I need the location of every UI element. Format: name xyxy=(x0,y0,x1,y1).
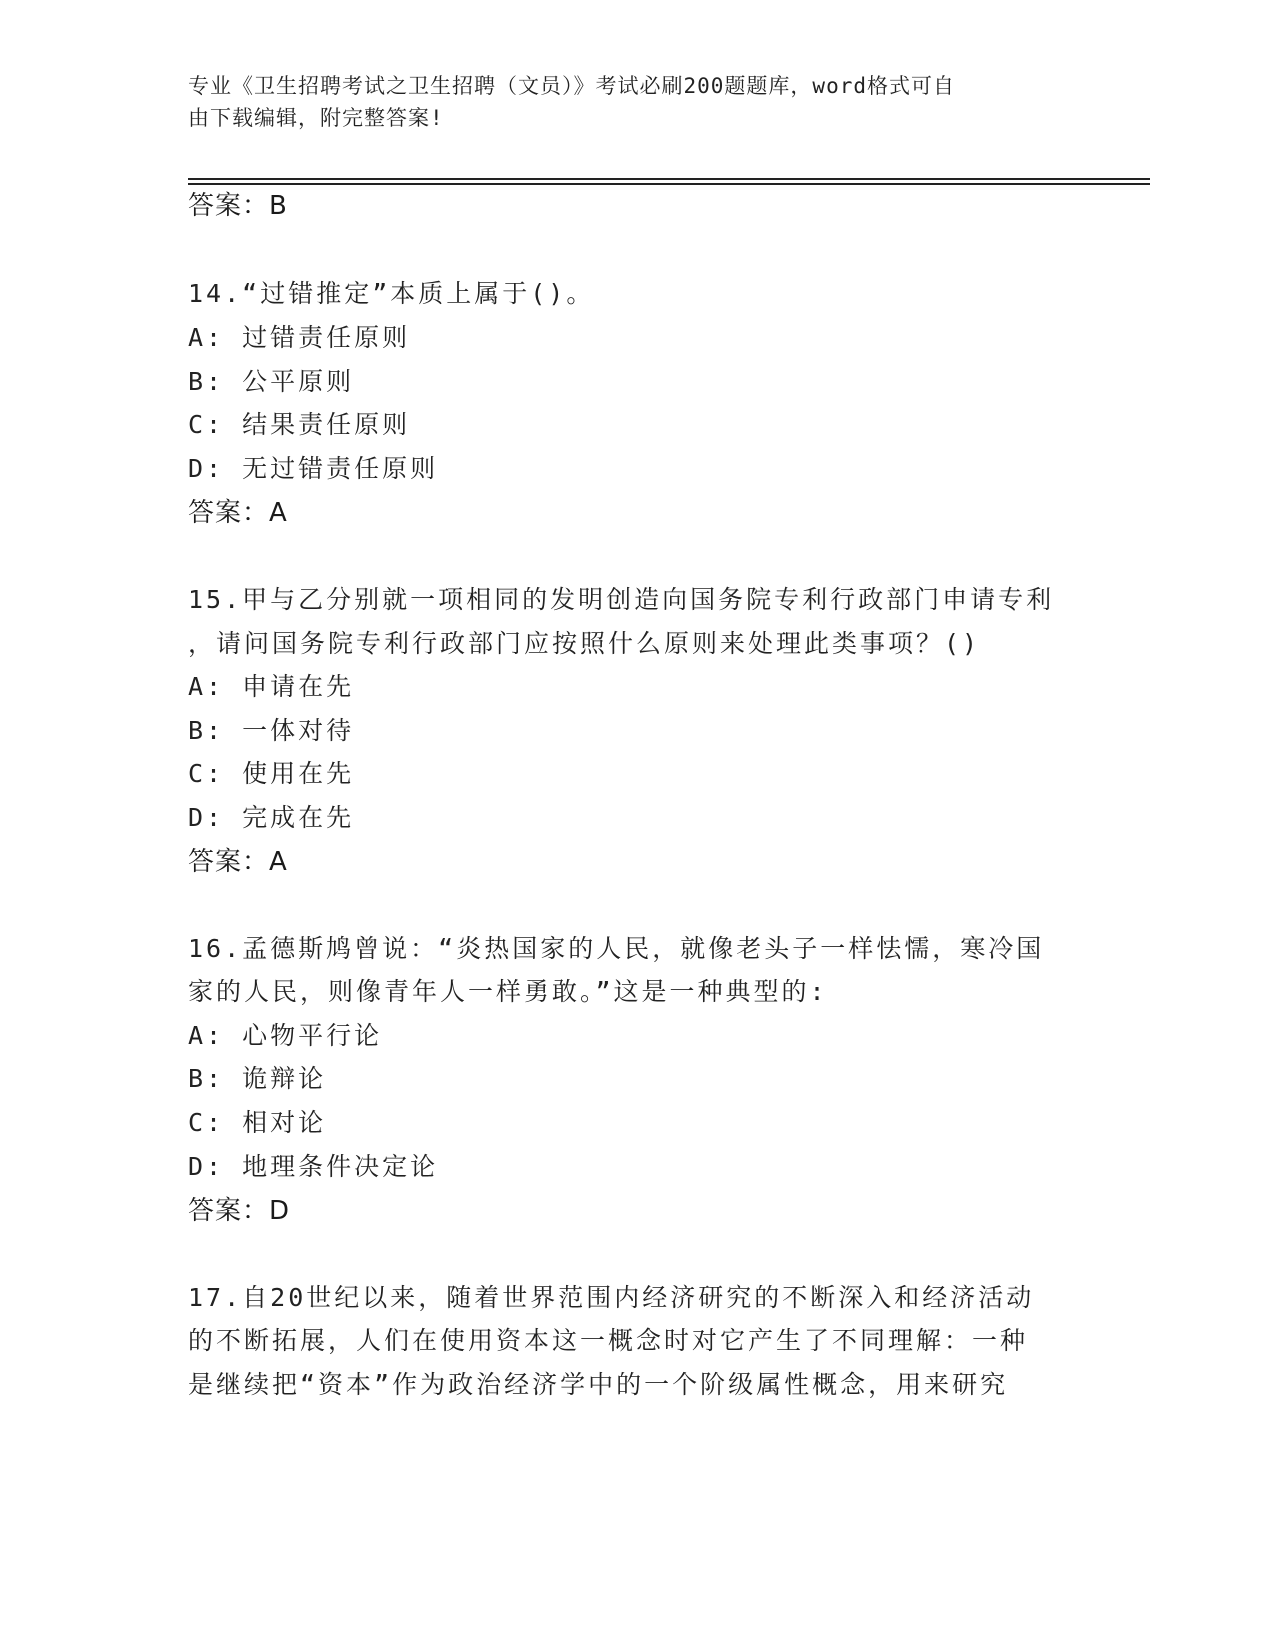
header-line-2: 由下载编辑，附完整答案! xyxy=(188,106,444,130)
question-15-option-d: D: 完成在先 xyxy=(188,803,355,832)
question-16-stem-line-1: 16.孟德斯鸠曾说：“炎热国家的人民，就像老头子一样怯懦，寒冷国 xyxy=(188,934,1045,963)
question-14-option-a: A: 过错责任原则 xyxy=(188,323,411,352)
answer-16: 答案：D xyxy=(188,1196,291,1226)
question-16-option-c: C: 相对论 xyxy=(188,1108,327,1137)
question-15-stem-line-1: 15.甲与乙分别就一项相同的发明创造向国务院专利行政部门申请专利 xyxy=(188,585,1055,614)
question-16-stem-line-2: 家的人民，则像青年人一样勇敢。”这是一种典型的: xyxy=(188,977,828,1006)
question-14-option-b: B: 公平原则 xyxy=(188,367,355,396)
question-15-option-a: A: 申请在先 xyxy=(188,672,355,701)
question-14-option-d: D: 无过错责任原则 xyxy=(188,454,439,483)
question-16-option-a: A: 心物平行论 xyxy=(188,1021,383,1050)
question-17-stem-line-1: 17.自20世纪以来，随着世界范围内经济研究的不断深入和经济活动 xyxy=(188,1283,1035,1312)
question-14-stem: 14.“过错推定”本质上属于()。 xyxy=(188,279,595,308)
header-divider-top xyxy=(188,178,1150,180)
question-17-stem-line-2: 的不断拓展，人们在使用资本这一概念时对它产生了不同理解：一种 xyxy=(188,1326,1029,1355)
document-header xyxy=(188,70,1068,134)
question-15-option-b: B: 一体对待 xyxy=(188,716,355,745)
answer-15: 答案：A xyxy=(188,847,288,877)
question-15-option-c: C: 使用在先 xyxy=(188,759,355,788)
header-divider-bottom xyxy=(188,183,1150,185)
question-16-option-b: B: 诡辩论 xyxy=(188,1064,327,1093)
question-15-stem-line-2: ，请问国务院专利行政部门应按照什么原则来处理此类事项？() xyxy=(188,629,981,658)
question-17-stem-line-3: 是继续把“资本”作为政治经济学中的一个阶级属性概念，用来研究 xyxy=(188,1370,1009,1399)
header-line-1: 专业《卫生招聘考试之卫生招聘（文员）》考试必刷200题题库，word格式可自 xyxy=(188,74,955,98)
answer-13: 答案：B xyxy=(188,191,288,221)
answer-14: 答案：A xyxy=(188,498,288,528)
question-14-option-c: C: 结果责任原则 xyxy=(188,410,411,439)
question-16-option-d: D: 地理条件决定论 xyxy=(188,1152,439,1181)
